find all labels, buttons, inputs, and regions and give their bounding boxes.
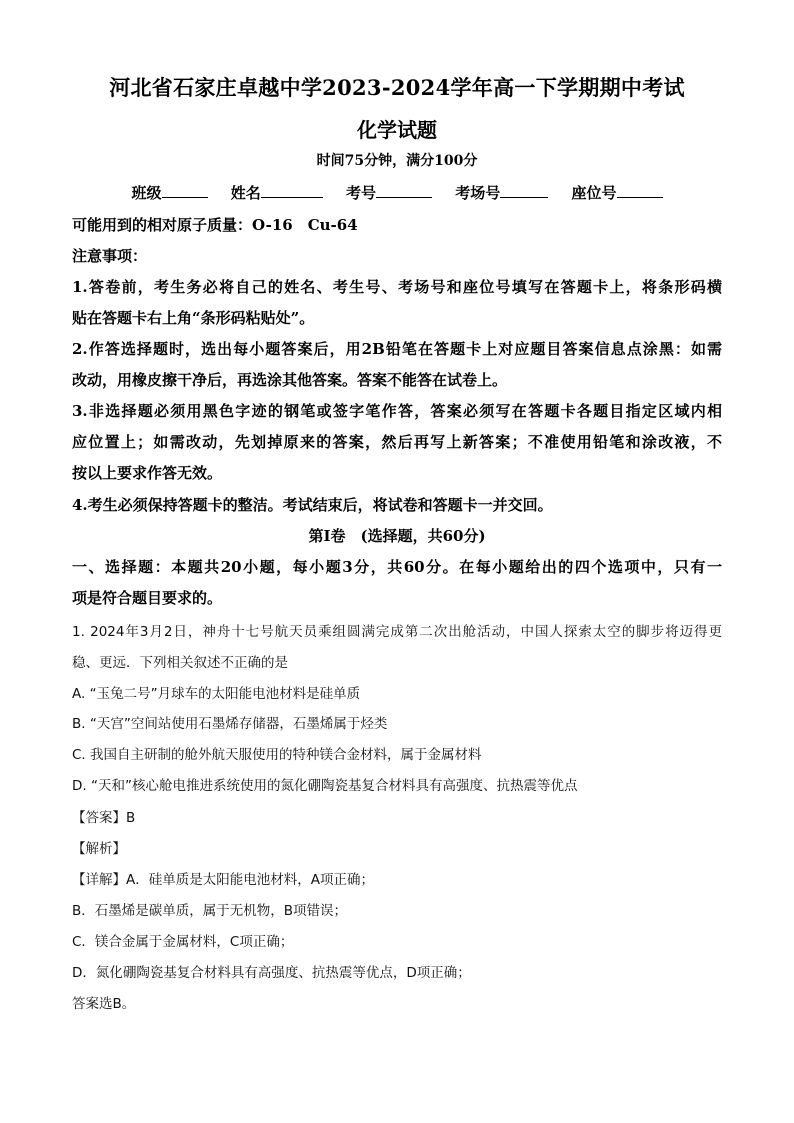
question1-detail-line: 答案选B。 xyxy=(72,996,136,1012)
field-seat-number: 座位号 xyxy=(571,182,662,203)
note-line: 2.作答选择题时，选出每小题答案后，用2B铅笔在答题卡上对应题目答案信息点涂黑：如需 xyxy=(72,340,722,358)
part1-heading: 第Ⅰ卷 (选择题，共60分) xyxy=(308,527,486,545)
notes-heading: 注意事项： xyxy=(72,247,148,265)
question1-detail-line: B．石墨烯是碳单质，属于无机物，B项错误； xyxy=(72,903,348,919)
question1-detail-line: C．镁合金属于金属材料，C项正确； xyxy=(72,934,294,950)
field-room-number: 考场号 xyxy=(455,182,548,203)
field-exam-number: 考号 xyxy=(346,182,432,203)
question1-option-d: D. “天和”核心舱电推进系统使用的氮化硼陶瓷基复合材料具有高强度、抗热震等优点 xyxy=(72,778,578,794)
question1-detail-line: D．氮化硼陶瓷基复合材料具有高强度、抗热震等优点，D项正确； xyxy=(72,965,471,981)
note-line: 1.答卷前，考生务必将自己的姓名、考生号、考场号和座位号填写在答题卡上，将条形码横 xyxy=(72,278,722,296)
note-line: 按以上要求作答无效。 xyxy=(72,464,223,482)
exam-title: 河北省石家庄卓越中学2023-2024学年高一下学期期中考试 xyxy=(109,75,685,100)
section-instruction-line: 项是符合题目要求的。 xyxy=(72,589,223,607)
question1-option-c: C. 我国自主研制的舱外航天服使用的特种镁合金材料，属于金属材料 xyxy=(72,747,482,763)
field-name: 姓名 xyxy=(231,182,323,203)
note-line: 4.考生必须保持答题卡的整洁。考试结束后，将试卷和答题卡一并交回。 xyxy=(72,496,553,514)
field-class: 班级 xyxy=(131,182,207,203)
question1-stem-line: 1. 2024年3月2日，神舟十七号航天员乘组圆满完成第二次出舱活动，中国人探索太空的脚步将迈得更 xyxy=(72,624,722,640)
note-line: 贴在答题卡右上角“条形码粘贴处”。 xyxy=(72,309,315,327)
note-line: 改动，用橡皮擦干净后，再选涂其他答案。答案不能答在试卷上。 xyxy=(72,371,508,389)
time-info: 时间75分钟，满分100分 xyxy=(316,153,478,169)
note-line: 应位置上；如需改动，先划掉原来的答案，然后再写上新答案；不准使用铅笔和涂改液，不 xyxy=(72,433,722,451)
question1-detail-line: 【详解】A．硅单质是太阳能电池材料，A项正确； xyxy=(72,872,374,888)
question1-option-a: A. “玉兔二号”月球车的太阳能电池材料是硅单质 xyxy=(72,686,361,702)
question1-stem-line: 稳、更远．下列相关叙述不正确的是 xyxy=(72,655,288,671)
question1-analysis-label: 【解析】 xyxy=(72,841,126,857)
section-instruction-line: 一、选择题：本题共20小题，每小题3分，共60分。在每小题给出的四个选项中，只有一 xyxy=(72,558,722,576)
atomic-mass-line: 可能用到的相对原子质量：O-16 Cu-64 xyxy=(72,216,358,234)
note-line: 3.非选择题必须用黑色字迹的钢笔或签字笔作答，答案必须写在答题卡各题目指定区域内相 xyxy=(72,402,722,420)
exam-subject: 化学试题 xyxy=(357,118,437,142)
question1-option-b: B. “天宫”空间站使用石墨烯存储器，石墨烯属于烃类 xyxy=(72,716,388,732)
student-info-fields xyxy=(0,182,794,203)
question1-answer: 【答案】B xyxy=(72,810,136,826)
